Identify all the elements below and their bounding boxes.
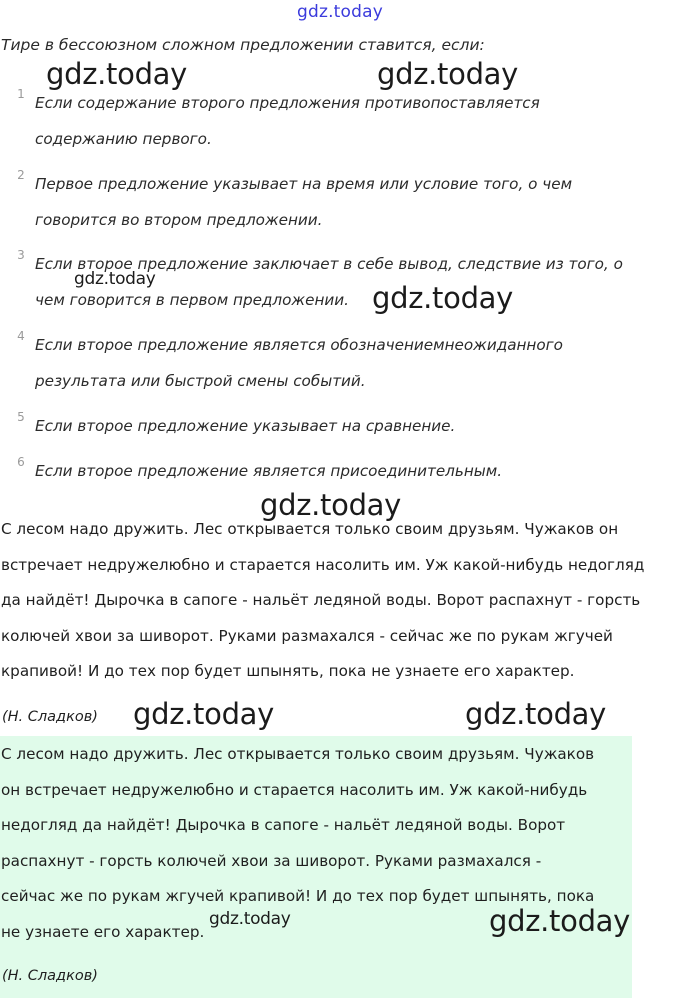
rule-number: 6: [17, 455, 25, 469]
watermark: gdz.today: [260, 488, 402, 522]
rule-text: Если содержание второго предложения противопоставляется содержанию первого.: [35, 94, 540, 148]
rule-text: Если второе предложение заключает в себе вывод, следствие из того, о чем говорится в первом предложении.: [35, 255, 623, 309]
rule-number: 3: [17, 248, 25, 262]
watermark: gdz.today: [465, 697, 607, 731]
answer-author: (Н. Сладков): [2, 968, 98, 984]
watermark: gdz.today: [74, 269, 156, 289]
rule-number: 1: [17, 87, 25, 101]
watermark: gdz.today: [377, 57, 519, 91]
rule-number: 4: [17, 329, 25, 343]
watermark: gdz.today: [489, 904, 631, 938]
watermark: gdz.today: [372, 281, 514, 315]
rule-number: 5: [17, 410, 25, 424]
rules-intro: Тире в бессоюзном сложном предложении ставится, если:: [1, 36, 485, 54]
rule-text: Если второе предложение является обозначениемнеожиданного результата или быстрой смены событий.: [35, 336, 563, 390]
rule-text: Первое предложение указывает на время или условие того, о чем говорится во втором предложении.: [35, 175, 573, 229]
rule-text: Если второе предложение указывает на сравнение.: [35, 417, 456, 435]
watermark: gdz.today: [133, 697, 275, 731]
original-author: (Н. Сладков): [2, 709, 98, 725]
answer-passage: С лесом надо дружить. Лес открывается только своим друзьям. Чужаков он встречает недружелюбно и старается насолить им. Уж какой-нибудь недогляд да найдёт! Дырочка в сапоге - нальёт ледяной воды. Ворот распахнут - горсть колючей хвои за шиворот. Руками размахался - сейчас же по рукам жгучей крапивой! И до тех пор будет шпынять, пока не узнаете его характер.: [1, 745, 595, 941]
rule-text: Если второе предложение является присоединительным.: [35, 462, 503, 480]
watermark: gdz.today: [209, 909, 291, 929]
rule-number: 2: [17, 168, 25, 182]
original-passage: С лесом надо дружить. Лес открывается только своим друзьям. Чужаков он встречает недружелюбно и старается насолить им. Уж какой-нибудь недогляд да найдёт! Дырочка в сапоге - нальёт ледяной воды. Ворот распахнут - горсть колючей хвои за шиворот. Руками размахался - сейчас же по рукам жгучей крапивой! И до тех пор будет шпынять, пока не узнаете его характер.: [1, 520, 645, 680]
watermark: gdz.today: [46, 57, 188, 91]
site-brand: gdz.today: [296, 2, 384, 22]
